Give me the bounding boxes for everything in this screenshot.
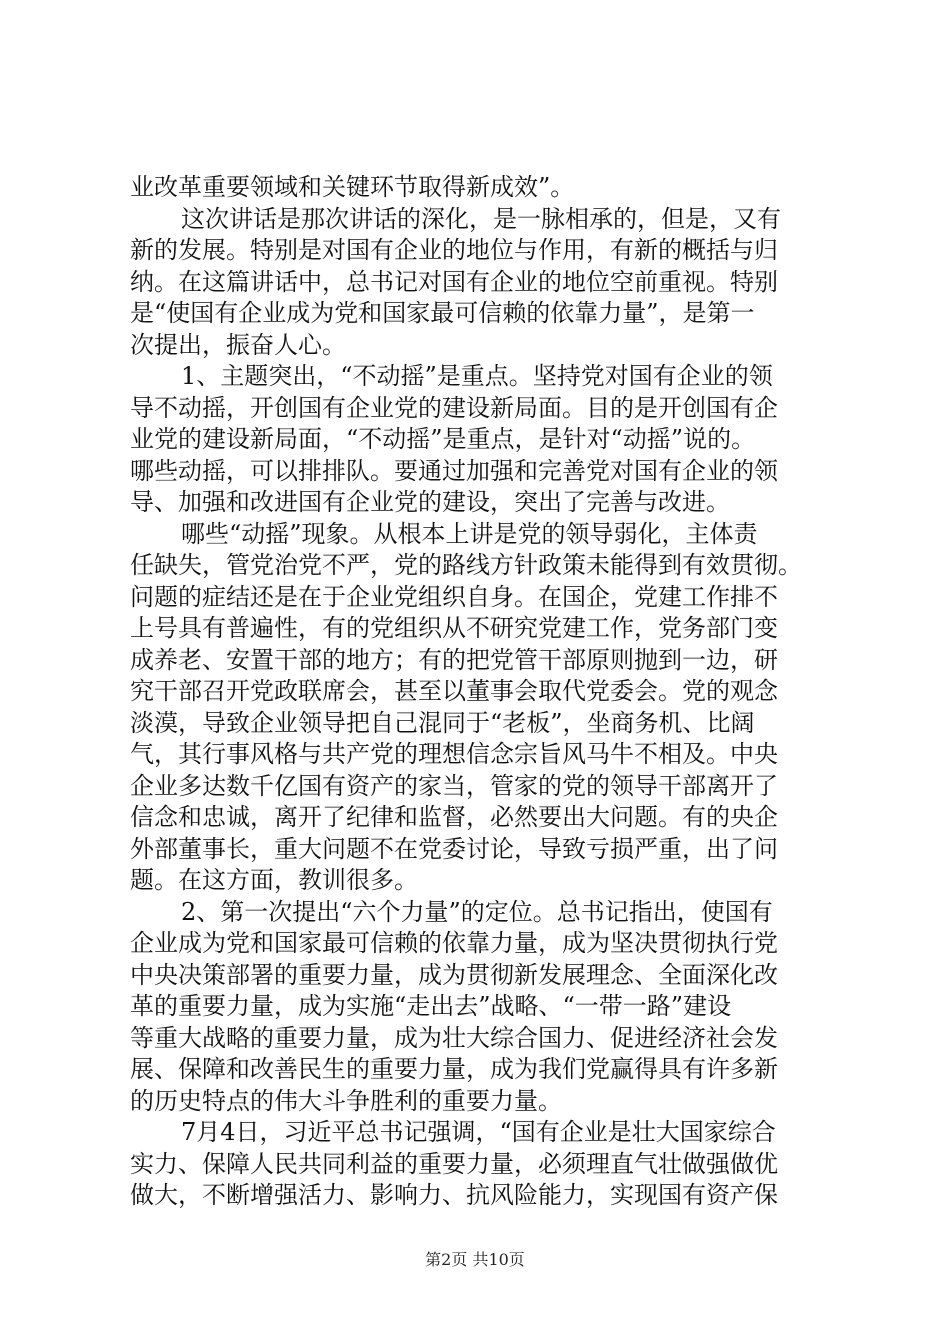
- text-line: 导不动摇，开创国有企业党的建设新局面。目的是开创国有企: [130, 393, 778, 422]
- text-line: 等重大战略的重要力量，成为壮大综合国力、促进经济社会发: [130, 1023, 778, 1052]
- text-line: 成养老、安置干部的地方；有的把党管干部原则抛到一边，研: [130, 645, 778, 674]
- text-line: 企业多达数千亿国有资产的家当，管家的党的领导干部离开了: [130, 771, 778, 800]
- text-line: 2、第一次提出“六个力量”的定位。总书记指出，使国有: [181, 897, 773, 926]
- text-line: 是“使国有企业成为党和国家最可信赖的依靠力量”，是第一: [130, 299, 755, 327]
- text-line: 新的发展。特别是对国有企业的地位与作用，有新的概括与归: [130, 236, 778, 264]
- text-line: 题。在这方面，教训很多。: [130, 866, 418, 894]
- text-line: 展、保障和改善民生的重要力量，成为我们党赢得具有许多新: [130, 1055, 778, 1083]
- text-line: 革的重要力量，成为实施“走出去”战略、“一带一路”建设: [130, 992, 732, 1020]
- text-line: 信念和忠诚，离开了纪律和监督，必然要出大问题。有的央企: [130, 803, 778, 831]
- text-line: 气，其行事风格与共产党的理想信念宗旨风马牛不相及。中央: [130, 740, 778, 768]
- text-line: 次提出，振奋人心。: [130, 330, 346, 359]
- text-line: 的历史特点的伟大斗争胜利的重要力量。: [130, 1086, 562, 1115]
- text-line: 实力、保障人民共同利益的重要力量，必须理直气壮做强做优: [130, 1149, 778, 1178]
- text-line: 做大，不断增强活力、影响力、抗风险能力，实现国有资产保: [130, 1181, 778, 1209]
- text-line: 哪些动摇，可以排排队。要通过加强和完善党对国有企业的领: [130, 456, 778, 485]
- text-line: 哪些“动摇”现象。从根本上讲是党的领导弱化，主体责: [181, 519, 758, 548]
- text-line: 业党的建设新局面，“不动摇”是重点，是针对“动摇”说的。: [130, 425, 756, 453]
- page-footer: 第2页 共10页: [425, 1250, 525, 1269]
- text-line: 导、加强和改进国有企业党的建设，突出了完善与改进。: [130, 488, 730, 516]
- text-line: 淡漠，导致企业领导把自己混同于“老板”，坐商务机、比阔: [130, 708, 755, 737]
- text-line: 7月4日，习近平总书记强调，“国有企业是壮大国家综合: [181, 1118, 776, 1146]
- text-line: 企业成为党和国家最可信赖的依靠力量，成为坚决贯彻执行党: [130, 929, 778, 957]
- text-line: 1、主题突出，“不动摇”是重点。坚持党对国有企业的领: [181, 362, 773, 390]
- text-line: 任缺失，管党治党不严，党的路线方针政策未能得到有效贯彻。: [130, 551, 802, 579]
- text-line: 纳。在这篇讲话中，总书记对国有企业的地位空前重视。特别: [130, 267, 778, 296]
- text-line: 这次讲话是那次讲话的深化，是一脉相承的，但是，又有: [181, 204, 781, 233]
- text-line: 问题的症结还是在于企业党组织自身。在国企，党建工作排不: [130, 582, 778, 611]
- text-line: 究干部召开党政联席会，甚至以董事会取代党委会。党的观念: [130, 677, 778, 705]
- text-line: 上号具有普遍性，有的党组织从不研究党建工作，党务部门变: [130, 614, 778, 642]
- text-line: 业改革重要领域和关键环节取得新成效”。: [130, 173, 575, 201]
- text-line: 中央决策部署的重要力量，成为贯彻新发展理念、全面深化改: [130, 960, 778, 989]
- text-line: 外部董事长，重大问题不在党委讨论，导致亏损严重，出了问: [130, 834, 778, 863]
